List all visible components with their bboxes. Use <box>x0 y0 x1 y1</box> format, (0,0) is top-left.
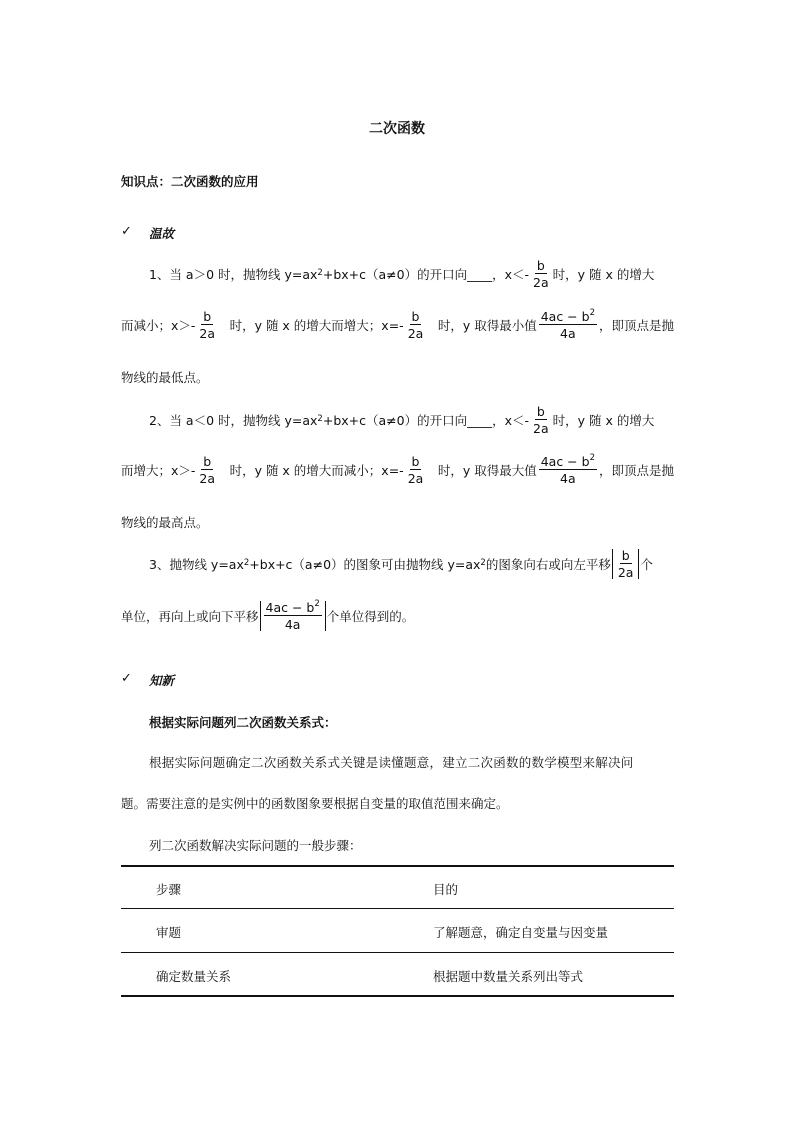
p2-line1 <box>149 403 674 437</box>
fraction-b-over-2a: $\frac{b}{2a}$ <box>533 257 549 290</box>
new-para1-line2: 题。需要注意的是实例中的函数图象要根据自变量的取值范围来确定。 <box>121 796 509 811</box>
new-heading: 知新 <box>149 673 175 688</box>
table-row-1-purpose: 了解题意，确定自变量与因变量 <box>433 925 609 940</box>
table-bottom-rule <box>121 995 674 997</box>
p3-line2 <box>121 596 674 636</box>
p2-sup: 2 <box>317 414 323 424</box>
fraction-b-over-2a: $\frac{b}{2a}$ <box>199 308 216 341</box>
p1-line2 <box>121 308 674 342</box>
p2-text-a: 2、当 a＜0 时，抛物线 y=ax <box>149 413 318 428</box>
p1-line3: 物线的最低点。 <box>121 370 209 385</box>
p1-text-b: +bx+c（a≠0）的开口向____，x＜- <box>322 267 529 282</box>
fraction-b-over-2a: $\frac{b}{2a}$ <box>533 403 549 436</box>
abs-bar-right <box>638 549 639 579</box>
page-title: 二次函数 <box>369 121 425 137</box>
p3-text-a: 3、抛物线 y=ax <box>149 557 244 572</box>
check-mark-icon: ✓ <box>121 671 132 686</box>
p1-line2-c: 时，y 取得最小值 <box>437 318 537 333</box>
p3-text-b: +bx+c（a≠0）的图象可由抛物线 y=ax <box>249 557 481 572</box>
fraction-b-over-2a: $\frac{b}{2a}$ <box>407 308 424 341</box>
fraction-vertex-value: $\frac{4ac - b^2}{4a}$ <box>540 307 595 342</box>
p1-text-c: 时，y 随 x 的增大 <box>552 267 655 282</box>
new-subheading: 根据实际问题列二次函数关系式： <box>149 715 337 730</box>
p1-sup: 2 <box>317 268 323 278</box>
fraction-b-over-2a: $\frac{b}{2a}$ <box>407 453 424 486</box>
fraction-vertex-value: $\frac{4ac - b^2}{4a}$ <box>540 452 595 487</box>
p2-line2-d: ，即顶点是抛 <box>598 463 674 478</box>
p2-line2-b: 时，y 随 x 的增大而减小；x=- <box>229 463 404 478</box>
p2-text-b: +bx+c（a≠0）的开口向____，x＜- <box>322 413 529 428</box>
fraction-vertex-value: $\frac{4ac - b^2}{4a}$ <box>265 598 320 633</box>
table-header-step: 步骤 <box>156 882 182 897</box>
p1-text-a: 1、当 a＞0 时，抛物线 y=ax <box>149 267 318 282</box>
p2-line3: 物线的最高点。 <box>121 515 209 530</box>
new-para2: 列二次函数解决实际问题的一般步骤： <box>149 838 362 853</box>
p3-text-c: 的图象向右或向左平移 <box>485 557 611 572</box>
p2-text-c: 时，y 随 x 的增大 <box>552 413 655 428</box>
knowledge-point-heading: 知识点：二次函数的应用 <box>121 174 259 189</box>
table-header-rule <box>121 908 674 909</box>
review-heading: 温故 <box>149 226 175 241</box>
p3-sup2: 2 <box>480 558 486 568</box>
check-mark-icon: ✓ <box>121 224 132 239</box>
p3-text-d: 个 <box>640 557 653 572</box>
new-para1-line1: 根据实际问题确定二次函数关系式关键是读懂题意，建立二次函数的数学模型来解决问 <box>149 755 634 770</box>
p1-line1 <box>149 257 674 291</box>
p3-line1 <box>149 547 674 581</box>
table-row-rule <box>121 952 674 953</box>
p2-line2-a: 而增大；x＞- <box>121 463 196 478</box>
p1-line2-d: ，即顶点是抛 <box>598 318 674 333</box>
p3-sup: 2 <box>243 558 250 568</box>
abs-bar-left <box>260 601 261 631</box>
p1-line2-a: 而减小；x＞- <box>121 318 196 333</box>
table-header-purpose: 目的 <box>433 882 459 897</box>
table-row-2-step: 确定数量关系 <box>156 969 232 984</box>
fraction-b-over-2a: $\frac{b}{2a}$ <box>617 547 634 580</box>
p2-line2 <box>121 453 674 487</box>
abs-bar-left <box>612 549 613 579</box>
table-top-rule <box>121 865 674 867</box>
table-row-2-purpose: 根据题中数量关系列出等式 <box>433 969 584 984</box>
fraction-b-over-2a: $\frac{b}{2a}$ <box>199 453 216 486</box>
p3-line2-b: 个单位得到的。 <box>326 609 415 624</box>
p3-line2-a: 单位，再向上或向下平移 <box>121 609 259 624</box>
p2-line2-c: 时，y 取得最大值 <box>437 463 537 478</box>
table-row-1-step: 审题 <box>156 925 182 940</box>
p1-line2-b: 时，y 随 x 的增大而增大；x=- <box>229 318 404 333</box>
abs-bar-right <box>325 601 326 631</box>
